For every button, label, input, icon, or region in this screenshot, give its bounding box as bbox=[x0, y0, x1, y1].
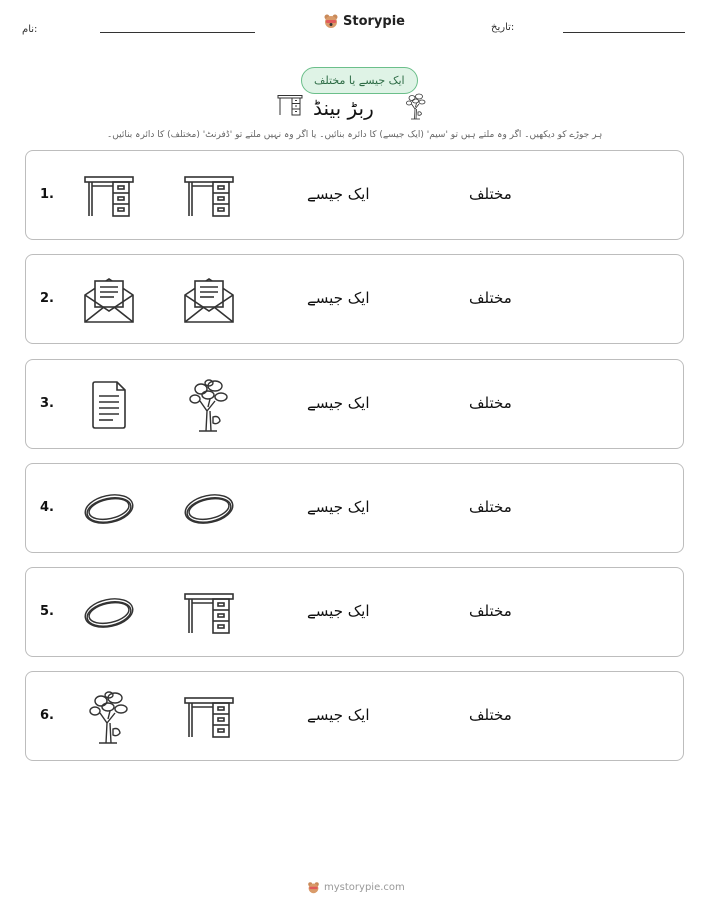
envelope-icon bbox=[82, 275, 136, 325]
worksheet-title: ربڑ بینڈ bbox=[313, 96, 374, 120]
desk-icon bbox=[277, 94, 303, 116]
different-option[interactable]: مختلف bbox=[469, 289, 512, 307]
different-option[interactable]: مختلف bbox=[469, 394, 512, 412]
brand-name: Storypie bbox=[343, 13, 405, 29]
question-row bbox=[25, 359, 684, 449]
envelope-icon bbox=[182, 275, 236, 325]
desk-icon bbox=[182, 588, 236, 638]
tree-icon bbox=[82, 692, 136, 742]
topic-pill: ایک جیسے یا مختلف bbox=[301, 67, 418, 94]
same-option[interactable]: ایک جیسے bbox=[307, 185, 370, 203]
different-option[interactable]: مختلف bbox=[469, 498, 512, 516]
question-number: 2. bbox=[40, 291, 54, 306]
different-option[interactable]: مختلف bbox=[469, 706, 512, 724]
same-option[interactable]: ایک جیسے bbox=[307, 394, 370, 412]
desk-icon bbox=[82, 171, 136, 221]
question-row bbox=[25, 254, 684, 344]
brand-logo bbox=[323, 13, 405, 29]
question-row bbox=[25, 463, 684, 553]
bear-logo-icon bbox=[307, 881, 320, 894]
desk-icon bbox=[182, 171, 236, 221]
rubber-band-icon bbox=[82, 484, 136, 534]
tree-icon bbox=[405, 92, 427, 120]
question-number: 3. bbox=[40, 396, 54, 411]
different-option[interactable]: مختلف bbox=[469, 602, 512, 620]
question-number: 4. bbox=[40, 500, 54, 515]
question-row bbox=[25, 671, 684, 761]
question-row bbox=[25, 567, 684, 657]
tree-icon bbox=[182, 380, 236, 430]
different-option[interactable]: مختلف bbox=[469, 185, 512, 203]
date-line[interactable] bbox=[563, 32, 685, 33]
question-row bbox=[25, 150, 684, 240]
same-option[interactable]: ایک جیسے bbox=[307, 706, 370, 724]
document-icon bbox=[82, 380, 136, 430]
same-option[interactable]: ایک جیسے bbox=[307, 498, 370, 516]
instructions: ہر جوڑے کو دیکھیں۔ اگر وہ ملتے ہیں تو 'سیم' (ایک جیسے) کا دائرہ بنائیں۔ یا اگر وہ نہیں ملتے تو 'ڈفرنٹ' (مختلف) کا دائرہ بنائیں۔ bbox=[107, 130, 603, 140]
footer bbox=[307, 881, 405, 894]
bear-logo-icon bbox=[323, 13, 339, 29]
same-option[interactable]: ایک جیسے bbox=[307, 289, 370, 307]
footer-site[interactable]: mystorypie.com bbox=[324, 882, 405, 893]
rubber-band-icon bbox=[182, 484, 236, 534]
same-option[interactable]: ایک جیسے bbox=[307, 602, 370, 620]
question-number: 5. bbox=[40, 604, 54, 619]
name-line[interactable] bbox=[100, 32, 255, 33]
name-label: نام: bbox=[22, 24, 38, 35]
question-number: 6. bbox=[40, 708, 54, 723]
desk-icon bbox=[182, 692, 236, 742]
question-number: 1. bbox=[40, 187, 54, 202]
rubber-band-icon bbox=[82, 588, 136, 638]
date-label: تاریخ: bbox=[491, 22, 515, 33]
